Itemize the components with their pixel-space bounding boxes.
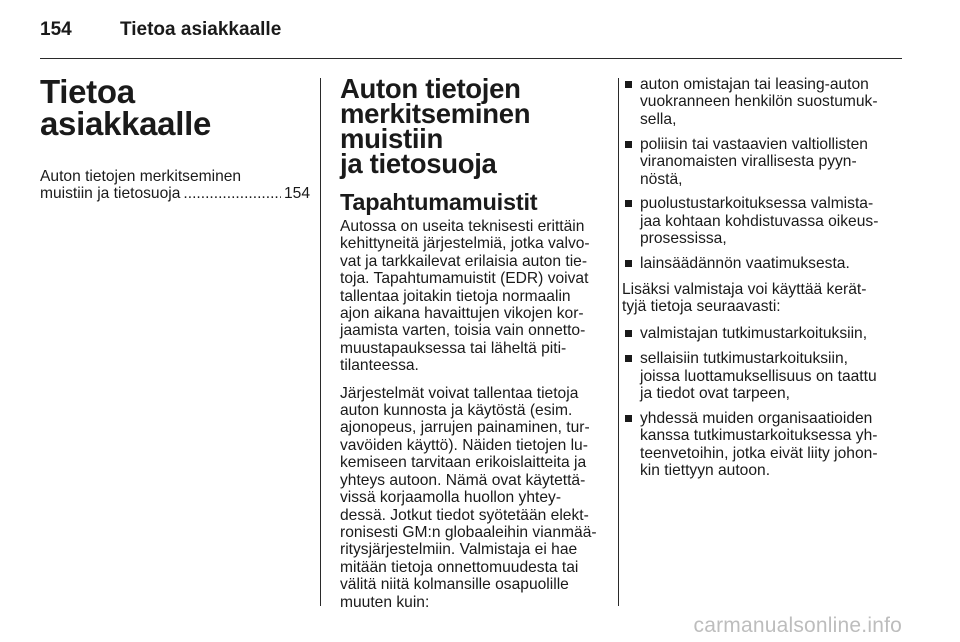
text-line: joissa luottamuksellisuus on taattu [640,367,877,385]
toc-entry-page: 154 [283,185,310,203]
page-number: 154 [40,19,72,40]
text-line: sella, [640,110,677,128]
square-bullet-icon [625,355,632,362]
article-heading-line: Auton tietojen [340,73,521,104]
bullet-item [622,255,902,272]
text-line: muustapauksessa tai läheltä piti- [340,339,567,357]
text-line: ronisesti GM:n globaaleihin vianmää- [340,523,597,541]
text-line: välitä niitä kolmansille osapuolille [340,576,569,594]
text-line: tilanteessa. [340,357,419,375]
text-line: auton omistajan tai leasing-auton [640,76,869,93]
text-line: puolustustarkoituksessa valmista- [640,195,874,213]
toc-leader-dots [183,185,281,202]
square-bullet-icon [625,260,632,267]
bullet-item [622,136,902,188]
text-line: tyjä tietoja seuraavasti: [622,297,781,315]
column-divider-right [618,78,619,606]
text-line: vissä korjaamolla huollon yhtey- [340,489,562,507]
bullet-item [622,76,902,128]
text-line: ritysjärjestelmiin. Valmistaja ei hae [340,541,578,559]
middle-column [340,73,606,621]
watermark: carmanualsonline.info [693,614,902,637]
text-line: jaa kohtaan kohdistuvassa oikeus- [640,212,879,230]
text-line: yhteys autoon. Nämä ovat käytettä- [340,471,586,489]
bullet-item [622,195,902,247]
right-column [622,76,902,488]
text-line: dessä. Jotkut tiedot syötetään elekt- [340,506,589,524]
section-heading: Tietoa asiakkaalle [40,73,212,142]
text-line: kanssa tutkimustarkoituksessa yh- [640,427,878,445]
header-rule [40,58,902,59]
text-line: yhdessä muiden organisaatioiden [640,410,873,427]
text-line: lainsäädännön vaatimuksesta. [640,255,850,273]
square-bullet-icon [625,415,632,422]
paragraph-1 [340,218,606,375]
paragraph-3 [622,281,902,316]
text-line: vuokranneen henkilön suostumuk- [640,93,878,111]
square-bullet-icon [625,200,632,207]
text-line: muuten kuin: [340,593,430,611]
text-line: kin tiettyyn autoon. [640,462,771,480]
header-title: Tietoa asiakkaalle [120,19,282,40]
text-line: prosessissa, [640,230,727,248]
text-line: vavöiden käyttö). Näiden tietojen lu- [340,436,588,454]
bullet-list-2 [622,325,902,479]
toc-entry-line2: muistiin ja tietosuoja [40,185,181,203]
toc-entry-line1: Auton tietojen merkitseminen [40,168,242,185]
bullet-list-1 [622,76,902,273]
text-line: ja tiedot ovat tarpeen, [640,385,790,403]
paragraph-2 [340,385,606,611]
text-line: ajon aikana havaittujen vikojen kor- [340,305,584,323]
square-bullet-icon [625,81,632,88]
text-line: nöstä, [640,170,683,188]
bullet-item [622,410,902,480]
text-line: viranomaisten virallisesta pyyn- [640,153,857,171]
toc-column [40,73,310,203]
text-line: vat ja tarkkailevat erilaisia auton tie- [340,252,588,270]
text-line: auton kunnosta ja käytöstä (esim. [340,402,573,420]
text-line: sellaisiin tutkimustarkoituksiin, [640,350,848,368]
text-line: valmistajan tutkimustarkoituksiin, [640,325,868,343]
text-line: Autossa on useita teknisesti erittäin [340,218,585,235]
text-line: Lisäksi valmistaja voi käyttää kerät- [622,280,867,298]
square-bullet-icon [625,330,632,337]
square-bullet-icon [625,141,632,148]
text-line: toja. Tapahtumamuistit (EDR) voivat [340,270,589,288]
text-line: teenvetoihin, jotka eivät liity johon- [640,444,878,462]
page-header [40,10,281,50]
article-heading-line: ja tietosuoja [340,148,497,179]
text-line: ajonopeus, jarrujen painaminen, tur- [340,419,590,437]
column-divider-left [320,78,321,606]
text-line: poliisin tai vastaavien valtiollisten [640,135,868,153]
bullet-item [622,350,902,402]
text-line: mitään tietoja onnettomuudesta tai [340,558,579,576]
text-line: jaamista varten, toisia vain onnetto- [340,322,586,340]
article-heading-line: merkitseminen muistiin [340,98,531,154]
text-line: tallentaa joitakin tietoja normaalin [340,287,571,305]
article-heading [340,73,606,179]
text-line: Järjestelmät voivat tallentaa tietoja [340,384,579,402]
subheading: Tapahtumamuistit [340,189,538,215]
text-line: kehittyneitä järjestelmiä, jotka valvo- [340,235,590,253]
text-line: kemiseen tarvitaan erikoislaitteita ja [340,454,587,472]
toc-entry[interactable] [40,168,310,203]
toc-entry-row [40,185,310,202]
bullet-item [622,325,902,342]
